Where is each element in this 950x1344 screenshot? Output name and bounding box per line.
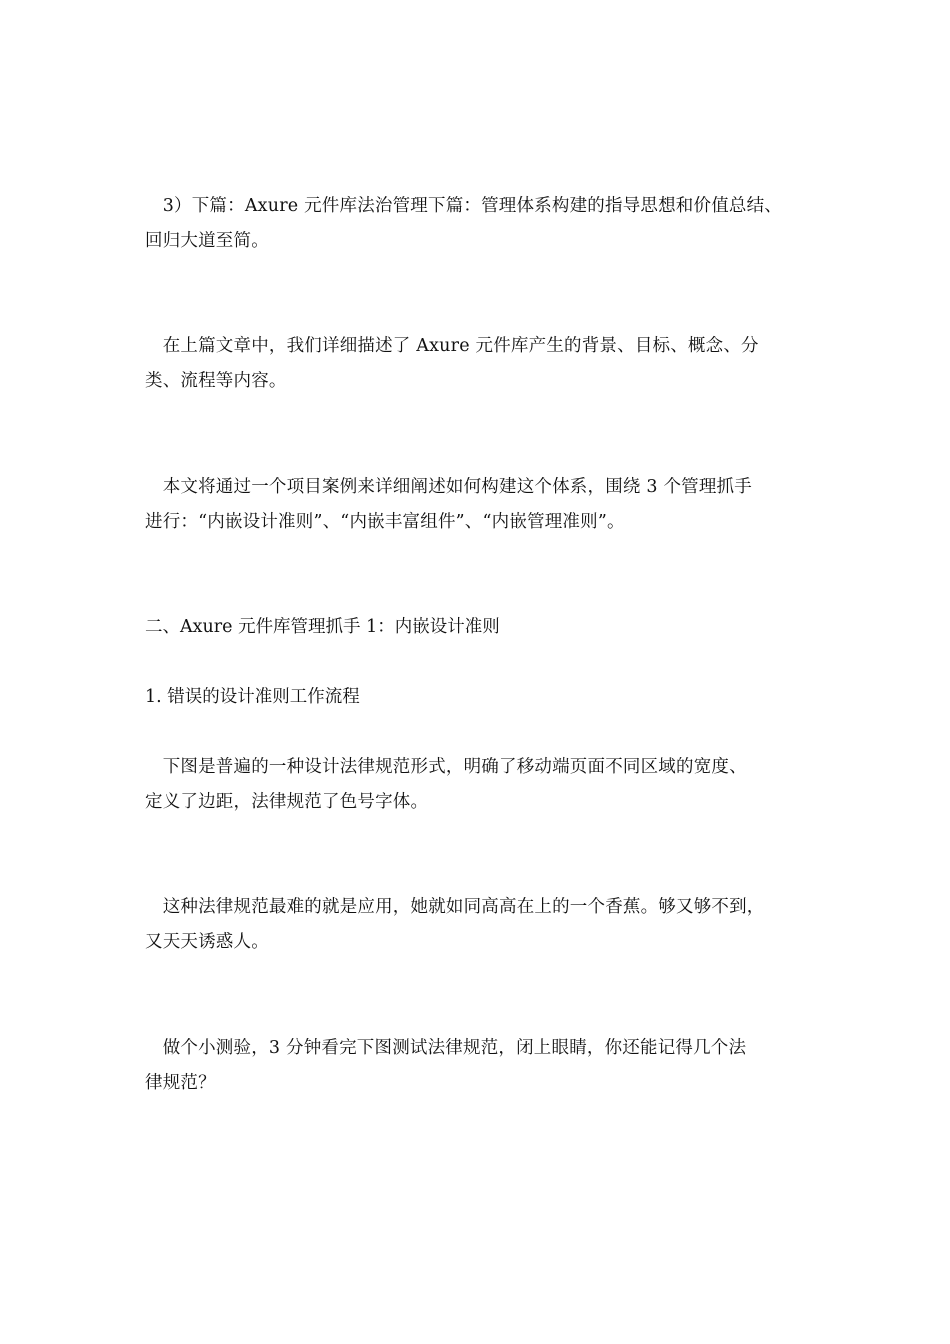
paragraph-quiz	[145, 1031, 825, 1101]
paragraph-article-intro	[145, 470, 825, 540]
paragraph-line: 定义了边距，法律规范了色号字体。	[145, 792, 429, 812]
sub-heading: 1. 错误的设计准则工作流程	[145, 687, 360, 707]
paragraph-line: 3）下篇：Axure 元件库法治管理下篇：管理体系构建的指导思想和价值总结、	[145, 196, 782, 216]
section-heading: 二、Axure 元件库管理抓手 1：内嵌设计准则	[145, 617, 500, 637]
paragraph-line: 下图是普遍的一种设计法律规范形式，明确了移动端页面不同区域的宽度、	[145, 757, 747, 777]
paragraph-line: 这种法律规范最难的就是应用，她就如同高高在上的一个香蕉。够又够不到，	[145, 897, 765, 917]
paragraph-part-three	[145, 189, 825, 259]
paragraph-line: 进行：“内嵌设计准则”、“内嵌丰富组件”、“内嵌管理准则”。	[145, 512, 625, 532]
paragraph-line: 又天天诱惑人。	[145, 932, 269, 952]
paragraph-line: 做个小测验，3 分钟看完下图测试法律规范，闭上眼睛，你还能记得几个法	[145, 1038, 747, 1058]
paragraph-design-spec	[145, 750, 825, 820]
paragraph-previous-article	[145, 329, 825, 399]
paragraph-line: 在上篇文章中，我们详细描述了 Axure 元件库产生的背景、目标、概念、分	[145, 336, 759, 356]
paragraph-line: 回归大道至简。	[145, 231, 269, 251]
paragraph-line: 律规范？	[145, 1073, 216, 1093]
paragraph-line: 类、流程等内容。	[145, 371, 287, 391]
paragraph-spec-difficulty	[145, 890, 825, 960]
paragraph-line: 本文将通过一个项目案例来详细阐述如何构建这个体系，围绕 3 个管理抓手	[145, 477, 752, 497]
